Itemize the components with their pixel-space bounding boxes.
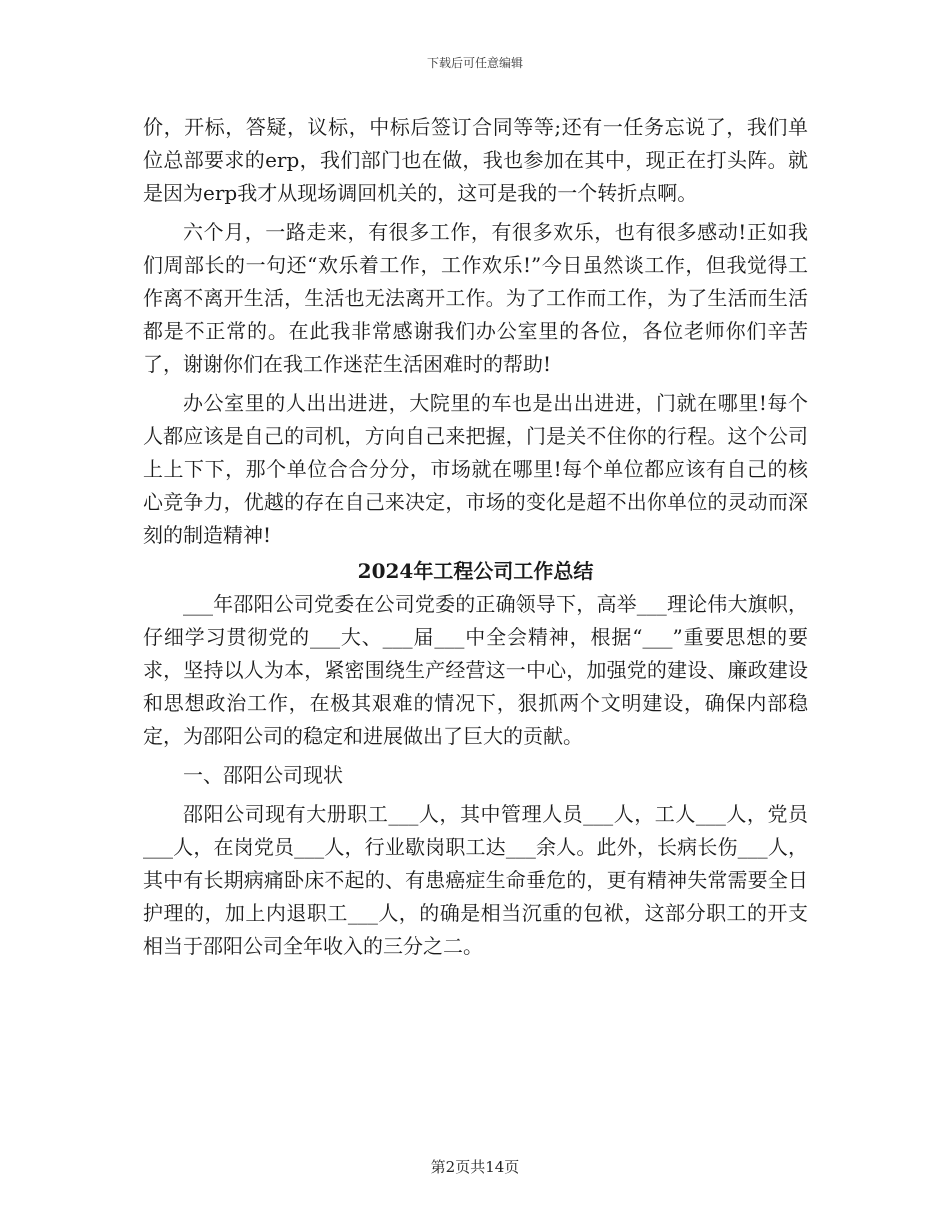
paragraph-status: 邵阳公司现有大册职工___人，其中管理人员___人，工人___人，党员___人，在岗党员___人，行业歇岗职工达___余人。此外，长病长伤___人，其中有长期病痛卧床不起的、有患癌症生命垂危的，更有精神失常需要全日护理的，加上内退职工___人，的确是相当沉重的包袱，这部分职工的开支相当于邵阳公司全年收入的三分之二。 bbox=[143, 802, 808, 958]
page-header-note: 下载后可任意编辑 bbox=[426, 56, 523, 70]
paragraph-office: 办公室里的人出出进进，大院里的车也是出出进进，门就在哪里!每个人都应该是自己的司机，方向自己来把握，门是关不住你的行程。这个公司上上下下，那个单位合合分分，市场就在哪里!每个单位都应该有自己的核心竞争力，优越的存在自己来决定，市场的变化是超不出你单位的灵动而深刻的制造精神! bbox=[143, 391, 808, 547]
section-heading-status: 一、邵阳公司现状 bbox=[183, 763, 343, 787]
page-number: 第2页共14页 bbox=[430, 1158, 520, 1176]
document-body bbox=[143, 111, 808, 963]
paragraph-six-months: 六个月，一路走来，有很多工作，有很多欢乐，也有很多感动!正如我们周部长的一句还“欢乐着工作，工作欢乐!”今日虽然谈工作，但我觉得工作离不离开生活，生活也无法离开工作。为了工作而工作，为了生活而生活都是不正常的。在此我非常感谢我们办公室里的各位，各位老师你们辛苦了，谢谢你们在我工作迷茫生活困难时的帮助! bbox=[143, 220, 808, 376]
document-title: 2024年工程公司工作总结 bbox=[357, 559, 594, 583]
paragraph-intro: ___年邵阳公司党委在公司党委的正确领导下，高举___理论伟大旗帜，仔细学习贯彻党的___大、___届___中全会精神，根据“___”重要思想的要求，坚持以人为本，紧密围绕生产经营这一中心，加强党的建设、廉政建设和思想政治工作，在极其艰难的情况下，狠抓两个文明建设，确保内部稳定，为邵阳公司的稳定和进展做出了巨大的贡献。 bbox=[143, 592, 808, 748]
paragraph-continued: 价，开标，答疑，议标，中标后签订合同等等;还有一任务忘说了，我们单位总部要求的erp，我们部门也在做，我也参加在其中，现正在打头阵。就是因为erp我才从现场调回机关的，这可是我的一个转折点啊。 bbox=[143, 115, 808, 205]
